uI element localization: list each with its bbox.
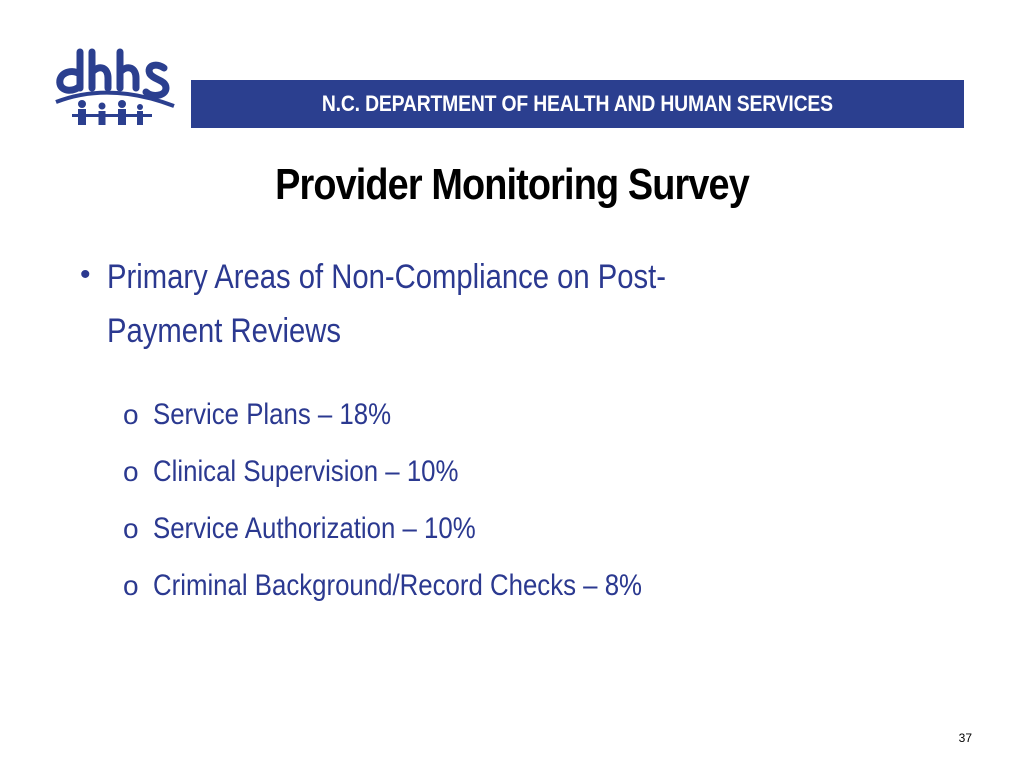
list-item	[123, 500, 883, 557]
circle-bullet-icon: o	[123, 398, 139, 430]
bullet-text: Primary Areas of Non-Compliance on Post-Payment Reviews	[107, 258, 667, 350]
list-item-text: Clinical Supervision – 10%	[153, 454, 459, 488]
list-item	[123, 386, 883, 443]
agency-banner	[191, 80, 964, 128]
list-item	[123, 557, 883, 614]
bullet-dot-icon: •	[80, 258, 91, 291]
bullet-row	[80, 250, 880, 358]
sub-bullet-list	[123, 386, 883, 614]
list-item	[123, 443, 883, 500]
list-item-text: Service Plans – 18%	[153, 397, 392, 431]
slide-title: Provider Monitoring Survey	[275, 160, 749, 209]
dhhs-logo	[52, 44, 178, 130]
circle-bullet-icon: o	[123, 512, 139, 544]
page-number: 37	[958, 731, 972, 745]
circle-bullet-icon: o	[123, 455, 139, 487]
main-bullet	[80, 250, 880, 358]
list-item-text: Criminal Background/Record Checks – 8%	[153, 568, 642, 602]
agency-name: N.C. DEPARTMENT OF HEALTH AND HUMAN SERVICES	[321, 91, 834, 116]
list-item-text: Service Authorization – 10%	[153, 511, 476, 545]
circle-bullet-icon: o	[123, 569, 139, 601]
